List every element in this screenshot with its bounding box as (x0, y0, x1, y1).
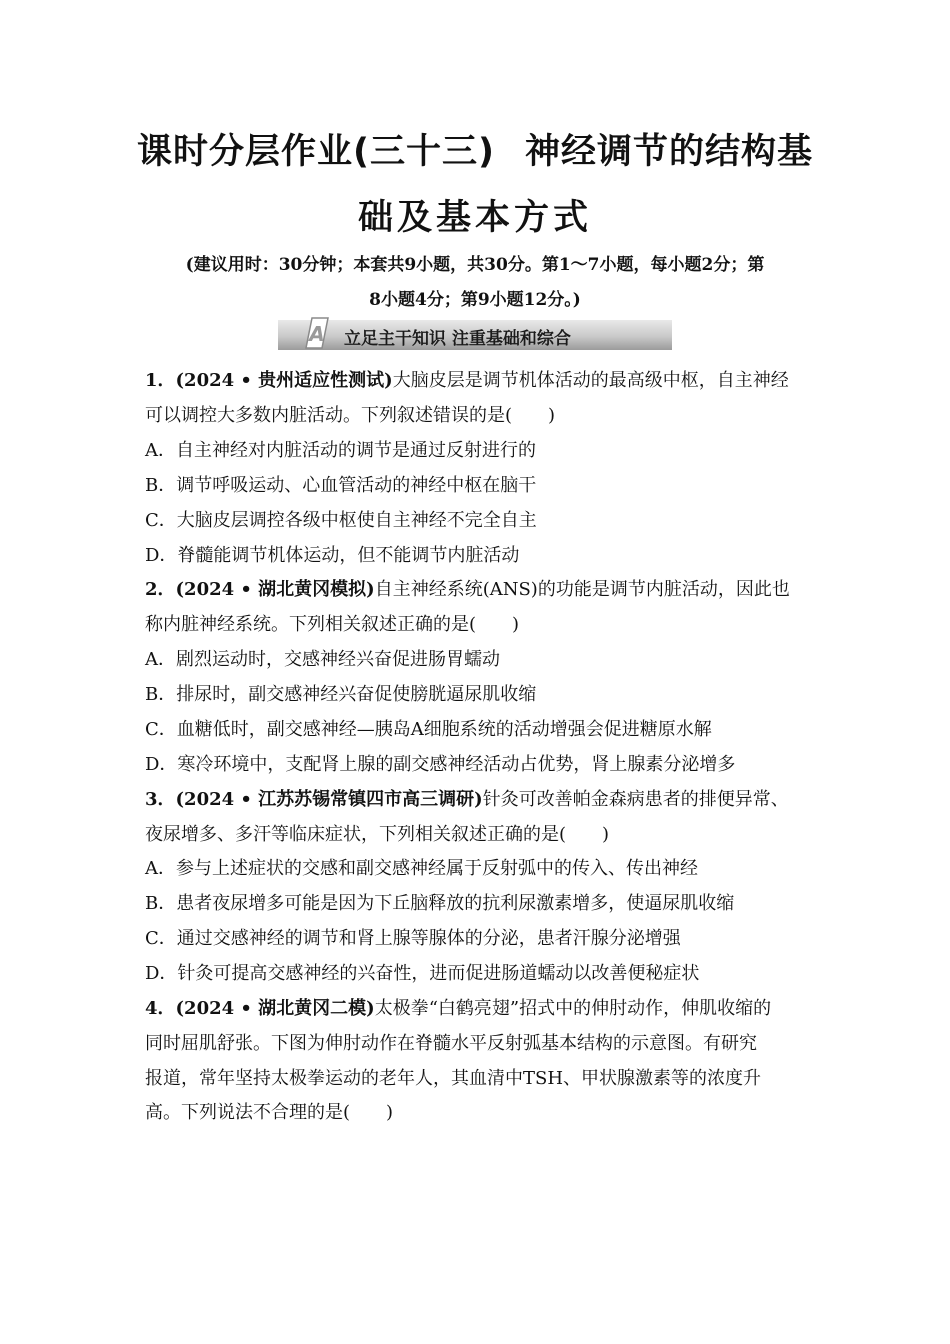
question-1-stem-line-2: 可以调控大多数内脏活动。下列叙述错误的是( ) (145, 405, 556, 426)
question-1-option-b: B．调节呼吸运动、心血管活动的神经中枢在脑干 (145, 475, 537, 496)
question-3-option-b: B．患者夜尿增多可能是因为下丘脑释放的抗利尿激素增多，使逼尿肌收缩 (145, 893, 735, 914)
question-2-stem-line-2: 称内脏神经系统。下列相关叙述正确的是( ) (145, 614, 520, 635)
time-note: (建议用时：30分钟；本套共9小题，共30分。第1～7小题，每小题2分；第 (185, 255, 765, 275)
question-2-stem: 2．(2024 • 湖北黄冈模拟)自主神经系统(ANS)的功能是调节内脏活动，因此也 (145, 579, 790, 600)
title-part-1: 课时分层作业(三十三) (136, 132, 495, 172)
question-source: (2024 • 湖北黄冈模拟) (175, 579, 375, 600)
question-4-stem-line-2: 同时屈肌舒张。下图为伸肘动作在脊髓水平反射弧基本结构的示意图。有研究 (145, 1033, 757, 1054)
question-1-option-d: D．脊髓能调节机体运动，但不能调节内脏活动 (145, 545, 520, 566)
question-3-stem: 3．(2024 • 江苏苏锡常镇四市高三调研)针灸可改善帕金森病患者的排便异常、 (145, 789, 789, 810)
question-source: (2024 • 湖北黄冈二模) (175, 998, 375, 1019)
question-3-stem-line-2: 夜尿增多、多汗等临床症状，下列相关叙述正确的是( ) (145, 824, 610, 845)
question-4-stem-line-4: 高。下列说法不合理的是( ) (145, 1102, 394, 1123)
question-2-option-c: C．血糖低时，副交感神经—胰岛A细胞系统的活动增强会促进糖原水解 (145, 719, 712, 740)
question-source: (2024 • 贵州适应性测试) (175, 370, 393, 391)
question-4-stem: 4．(2024 • 湖北黄冈二模)太极拳“白鹤亮翅”招式中的伸肘动作，伸肌收缩的 (145, 998, 772, 1019)
question-2-option-a: A．剧烈运动时，交感神经兴奋促进肠胃蠕动 (145, 649, 500, 670)
question-1-option-a: A．自主神经对内脏活动的调节是通过反射进行的 (145, 440, 536, 461)
question-3-option-c: C．通过交感神经的调节和肾上腺等腺体的分泌，患者汗腺分泌增强 (145, 928, 681, 949)
section-banner-label: 立足主干知识 注重基础和综合 (344, 329, 571, 349)
question-2-option-d: D．寒冷环境中，支配肾上腺的副交感神经活动占优势，肾上腺素分泌增多 (145, 754, 736, 775)
section-a-icon (302, 316, 332, 350)
question-1-stem: 1．(2024 • 贵州适应性测试)大脑皮层是调节机体活动的最高级中枢，自主神经 (145, 370, 789, 391)
question-3-option-d: D．针灸可提高交感神经的兴奋性，进而促进肠道蠕动以改善便秘症状 (145, 963, 700, 984)
question-3-option-a: A．参与上述症状的交感和副交感神经属于反射弧中的传入、传出神经 (145, 858, 698, 879)
svg-text:A: A (309, 322, 325, 346)
question-4-stem-line-3: 报道，常年坚持太极拳运动的老年人，其血清中TSH、甲状腺激素等的浓度升 (145, 1068, 762, 1089)
time-note-line-2: 8小题4分；第9小题12分。) (369, 290, 581, 310)
title-part-2: 神经调节的结构基 (524, 132, 813, 172)
question-1-option-c: C．大脑皮层调控各级中枢使自主神经不完全自主 (145, 510, 537, 531)
question-2-option-b: B．排尿时，副交感神经兴奋促使膀胱逼尿肌收缩 (145, 684, 537, 705)
page-title (0, 124, 950, 174)
question-source: (2024 • 江苏苏锡常镇四市高三调研) (175, 789, 483, 810)
page-title-line-2: 础及基本方式 (357, 198, 592, 238)
